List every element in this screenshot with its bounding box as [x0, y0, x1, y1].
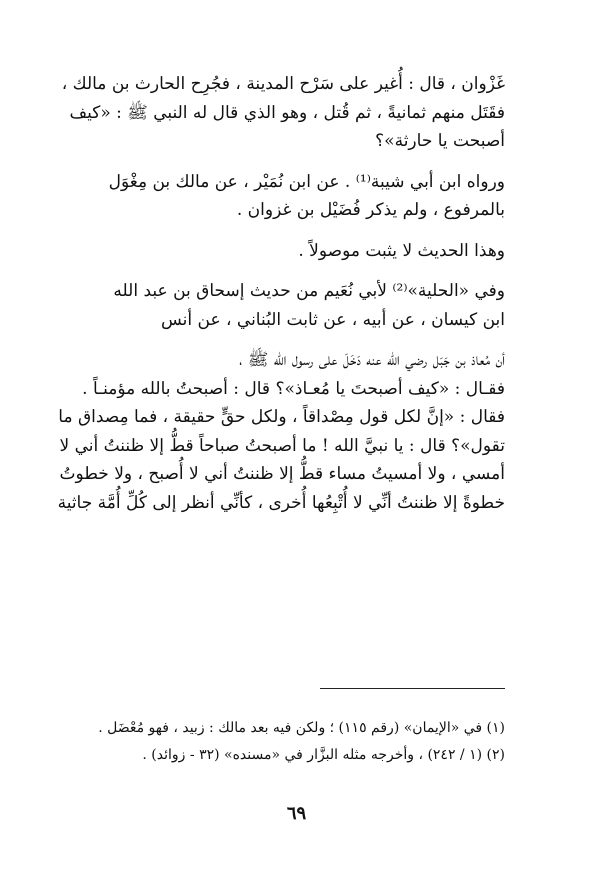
page-number: ٦٩	[286, 803, 307, 824]
text-line: أن مُعاذ بن جَبَل رضي الله عنه دَخَلَ على رسول الله ﷺ ،	[239, 350, 505, 370]
text-line: ابن كيسان ، عن أبيه ، عن ثابت البُناني ، عن أنس	[160, 309, 505, 330]
text-line: ورواه ابن أبي شيبة⁽¹⁾ . عن ابن نُمَيْر ، عن مالك بن مِغْوَل	[108, 171, 505, 192]
paragraph	[90, 277, 505, 334]
text-line: فقال : «إنَّ لكل قول مِصْداقاً ، ولكل حقٍّ حقيقة ، فما مِصداق ما	[58, 407, 505, 427]
paragraph	[61, 70, 505, 156]
paragraph	[90, 237, 505, 266]
footnotes	[90, 715, 505, 769]
paragraph	[57, 346, 505, 517]
text-line: وهذا الحديث لا يثبت موصولاً .	[298, 240, 505, 261]
text-line: أمسي ، ولا أمسيتُ مساء قطُّ إلا ظننتُ أني لا أُصبح ، ولا خطوتُ	[59, 464, 505, 484]
text-line: وفي «الحلية»⁽²⁾ لأبي نُعَيم من حديث إسحاق بن عبد الله	[113, 281, 505, 301]
text-line: بالمرفوع ، ولم يذكر فُضَيْل بن غزوان .	[236, 200, 505, 220]
paragraph	[90, 168, 505, 225]
footnote-2: (٢) (١ / ٢٤٢) ، وأخرجه مثله البزَّار في «مسنده» (٣٢ - زوائد) .	[142, 747, 505, 763]
text-line: خطوةً إلا ظننتُ أنِّي لا أُتْبِعُها أُخرى ، كأنِّي أنظر إلى كُلِّ أُمَّة جاثية	[57, 492, 505, 513]
footnote-1: (١) في «الإيمان» (رقم ١١٥) ؛ ولكن فيه بعد مالك : زبيد ، فهو مُعْضَل .	[98, 720, 505, 736]
main-text	[57, 70, 505, 529]
text-line: أصبحت يا حارثة»؟	[375, 131, 505, 151]
text-line: تقول»؟ قال : يا نبيَّ الله ! ما أصبحتُ صباحاً قطُّ إلا ظننتُ أني لا	[59, 435, 505, 456]
text-line: فقـال : «كيف أصبحتَ يا مُعـاذ»؟ قال : أصبحتُ بالله مؤمنـاً .	[82, 378, 505, 399]
text-line: فقَتَل منهم ثمانيةً ، ثم قُتل ، وهو الذي قال له النبي ﷺ : «كيف	[69, 102, 505, 123]
text-line: غَزْوان ، قال : أُغير على سَرْح المدينة ، فجُرِح الحارث بن مالك ،	[61, 74, 505, 94]
footnote-divider	[320, 688, 505, 689]
